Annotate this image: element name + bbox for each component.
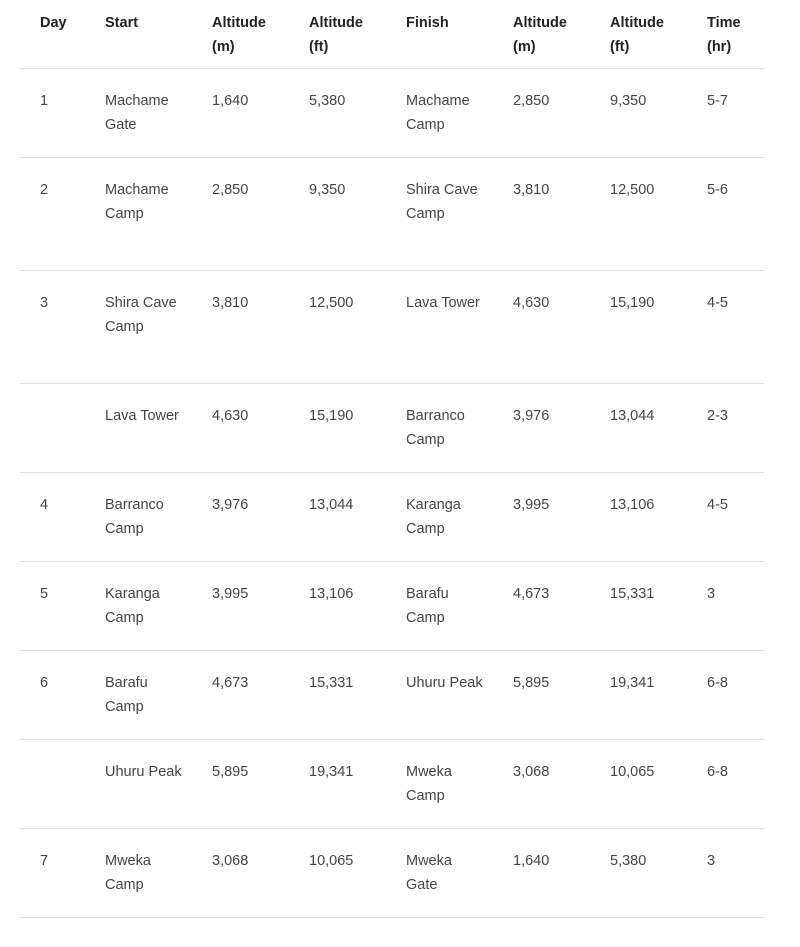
cell-finish-altitude-m: 3,810 (493, 157, 590, 270)
table-row (20, 270, 764, 383)
header-row (20, 0, 764, 68)
cell-time: 5-7 (687, 68, 764, 157)
header-start-altitude-ft-line-1: Altitude (309, 15, 363, 31)
header-finish-altitude-ft-line-1: Altitude (610, 15, 664, 31)
cell-finish-altitude-ft: 5,380 (590, 828, 687, 917)
cell-start: Machame Gate (85, 68, 192, 157)
header-finish-altitude-m-line-1: Altitude (513, 15, 567, 31)
cell-finish: Barranco Camp (386, 383, 493, 472)
cell-start: Barranco Camp (85, 472, 192, 561)
cell-start-altitude-ft: 10,065 (289, 828, 386, 917)
cell-day (20, 739, 85, 828)
cell-finish-altitude-m: 2,850 (493, 68, 590, 157)
cell-start: Mweka Camp (85, 828, 192, 917)
cell-time: 6-8 (687, 650, 764, 739)
cell-time: 5-6 (687, 157, 764, 270)
header-finish-altitude-m (493, 0, 590, 68)
cell-finish-altitude-m: 3,068 (493, 739, 590, 828)
cell-finish-altitude-m: 3,976 (493, 383, 590, 472)
table-header (20, 0, 764, 68)
cell-finish-altitude-ft: 19,341 (590, 650, 687, 739)
itinerary-table (20, 0, 764, 918)
cell-start-altitude-m: 3,068 (192, 828, 289, 917)
cell-start-altitude-ft: 9,350 (289, 157, 386, 270)
header-time-line-2: (hr) (707, 39, 732, 55)
cell-finish-altitude-ft: 15,190 (590, 270, 687, 383)
header-finish-line-1: Finish (406, 15, 449, 31)
cell-time: 3 (687, 828, 764, 917)
table-row (20, 561, 764, 650)
cell-start: Uhuru Peak (85, 739, 192, 828)
cell-start-altitude-m: 4,630 (192, 383, 289, 472)
cell-start: Machame Camp (85, 157, 192, 270)
cell-time: 6-8 (687, 739, 764, 828)
header-start-altitude-ft-line-2: (ft) (309, 39, 329, 55)
header-day (20, 0, 85, 68)
cell-finish: Mweka Camp (386, 739, 493, 828)
table-row (20, 650, 764, 739)
cell-finish-altitude-m: 4,673 (493, 561, 590, 650)
cell-finish-altitude-ft: 9,350 (590, 68, 687, 157)
cell-finish-altitude-ft: 10,065 (590, 739, 687, 828)
cell-finish-altitude-ft: 13,044 (590, 383, 687, 472)
table-row (20, 383, 764, 472)
header-time-line-1: Time (707, 15, 741, 31)
header-finish (386, 0, 493, 68)
cell-day: 2 (20, 157, 85, 270)
table-body (20, 68, 764, 917)
cell-day: 5 (20, 561, 85, 650)
cell-start-altitude-m: 4,673 (192, 650, 289, 739)
cell-time: 3 (687, 561, 764, 650)
cell-finish: Mweka Gate (386, 828, 493, 917)
cell-start: Barafu Camp (85, 650, 192, 739)
cell-day: 1 (20, 68, 85, 157)
cell-finish-altitude-ft: 15,331 (590, 561, 687, 650)
table-row (20, 157, 764, 270)
cell-finish-altitude-m: 3,995 (493, 472, 590, 561)
header-day-line-1: Day (40, 15, 67, 31)
cell-start-altitude-m: 3,995 (192, 561, 289, 650)
cell-start-altitude-m: 2,850 (192, 157, 289, 270)
header-finish-altitude-ft-line-2: (ft) (610, 39, 630, 55)
cell-finish: Lava Tower (386, 270, 493, 383)
cell-start-altitude-ft: 15,190 (289, 383, 386, 472)
cell-day: 4 (20, 472, 85, 561)
header-start-altitude-m-line-1: Altitude (212, 15, 266, 31)
cell-start-altitude-ft: 5,380 (289, 68, 386, 157)
cell-finish-altitude-m: 4,630 (493, 270, 590, 383)
cell-start-altitude-ft: 15,331 (289, 650, 386, 739)
cell-start: Lava Tower (85, 383, 192, 472)
cell-time: 4-5 (687, 472, 764, 561)
cell-start-altitude-ft: 12,500 (289, 270, 386, 383)
cell-start-altitude-m: 3,810 (192, 270, 289, 383)
cell-time: 4-5 (687, 270, 764, 383)
header-time (687, 0, 764, 68)
header-start-altitude-m-line-2: (m) (212, 39, 235, 55)
table-row (20, 828, 764, 917)
cell-finish-altitude-ft: 13,106 (590, 472, 687, 561)
header-start (85, 0, 192, 68)
cell-finish-altitude-m: 1,640 (493, 828, 590, 917)
cell-day: 7 (20, 828, 85, 917)
cell-finish: Machame Camp (386, 68, 493, 157)
cell-finish-altitude-ft: 12,500 (590, 157, 687, 270)
cell-start-altitude-m: 5,895 (192, 739, 289, 828)
cell-start-altitude-ft: 13,106 (289, 561, 386, 650)
cell-finish-altitude-m: 5,895 (493, 650, 590, 739)
cell-start: Shira Cave Camp (85, 270, 192, 383)
table-row (20, 68, 764, 157)
cell-finish: Shira Cave Camp (386, 157, 493, 270)
header-start-altitude-m (192, 0, 289, 68)
cell-day: 6 (20, 650, 85, 739)
cell-day: 3 (20, 270, 85, 383)
cell-finish: Uhuru Peak (386, 650, 493, 739)
header-start-altitude-ft (289, 0, 386, 68)
cell-finish: Barafu Camp (386, 561, 493, 650)
cell-day (20, 383, 85, 472)
table-row (20, 472, 764, 561)
header-finish-altitude-ft (590, 0, 687, 68)
cell-start-altitude-m: 3,976 (192, 472, 289, 561)
cell-time: 2-3 (687, 383, 764, 472)
header-finish-altitude-m-line-2: (m) (513, 39, 536, 55)
cell-finish: Karanga Camp (386, 472, 493, 561)
cell-start-altitude-m: 1,640 (192, 68, 289, 157)
cell-start: Karanga Camp (85, 561, 192, 650)
header-start-line-1: Start (105, 15, 139, 31)
cell-start-altitude-ft: 19,341 (289, 739, 386, 828)
table-row (20, 739, 764, 828)
cell-start-altitude-ft: 13,044 (289, 472, 386, 561)
